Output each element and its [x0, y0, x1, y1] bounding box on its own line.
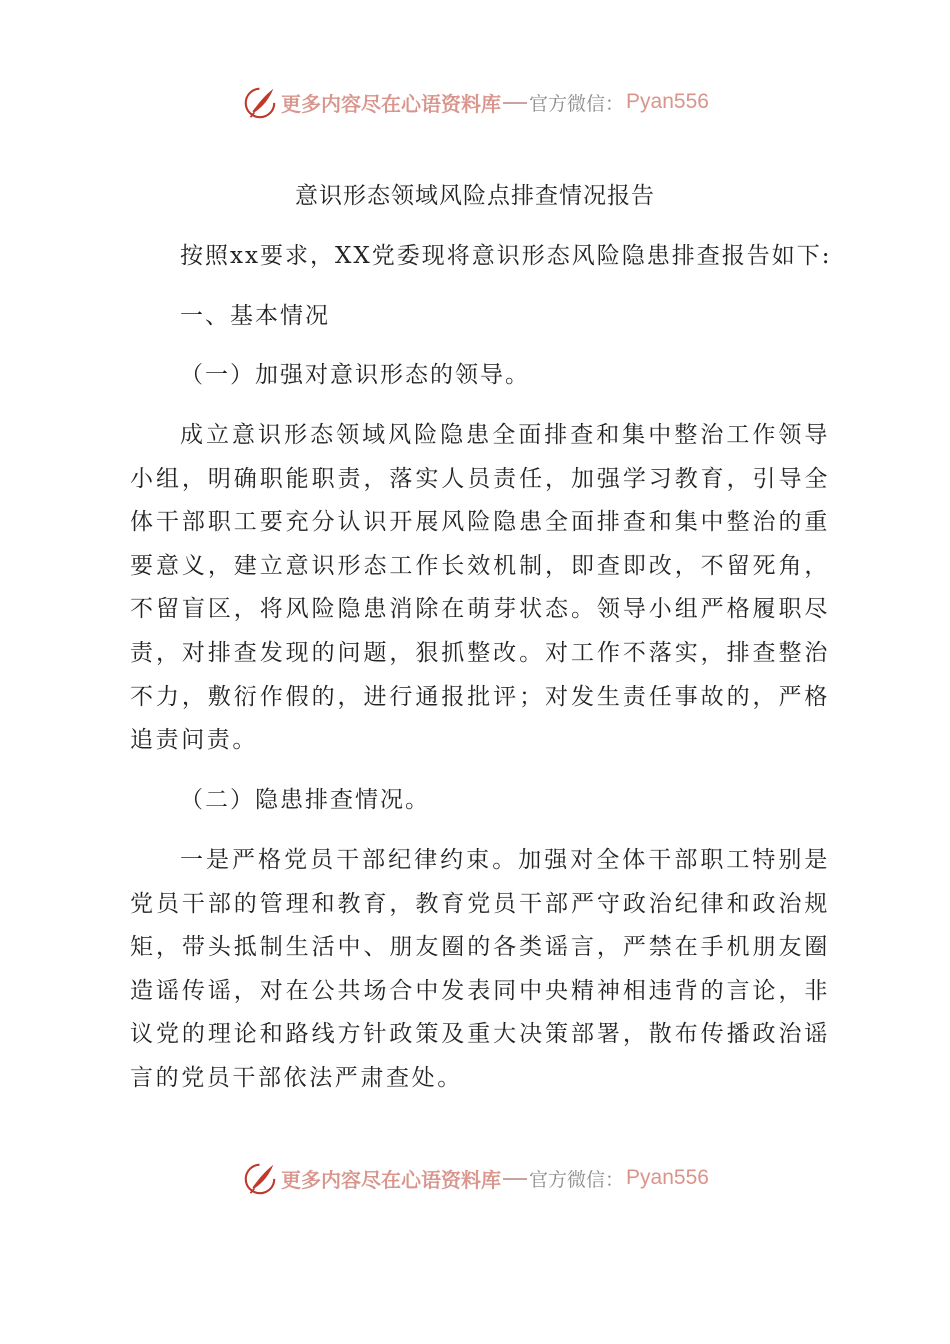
subsection-heading-leadership: （一）加强对意识形态的领导。 [180, 362, 530, 388]
quill-logo-icon [241, 1159, 279, 1197]
banner-dash [503, 102, 527, 104]
banner-wechat-label: 官方微信： [529, 1168, 625, 1191]
subsection-heading-hazard-check: （二）隐患排查情况。 [180, 787, 430, 813]
banner-wechat-handle: Pyan556 [626, 90, 709, 113]
banner-brand-text: 更多内容尽在心语资料库 [281, 1167, 502, 1192]
banner-brand-text: 更多内容尽在心语资料库 [281, 91, 502, 116]
paragraph-leadership: 成立意识形态领域风险隐患全面排查和集中整治工作领导小组，明确职能职责，落实人员责任，加强学习教育，引导全体干部职工要充分认识开展风险隐患全面排查和集中整治的重要意义，建立意识形态工作长效机制，即查即改，不留死角，不留盲区，将风险隐患消除在萌芽状态。领导小组严格履职尽责，对排查发现的问题，狠抓整改。对工作不落实，排查整治不力，敷衍作假的，进行通报批评；对发生责任事故的，严格追责问责。 [130, 422, 830, 754]
banner-wechat-label: 官方微信： [529, 92, 625, 115]
banner-wechat-handle: Pyan556 [626, 1166, 709, 1189]
banner-dash [503, 1178, 527, 1180]
section-heading-basic: 一、基本情况 [180, 303, 330, 329]
footer-watermark-banner [0, 1156, 950, 1200]
paragraph-hazard-check: 一是严格党员干部纪律约束。加强对全体干部职工特别是党员干部的管理和教育，教育党员干部严守政治纪律和政治规矩，带头抵制生活中、朋友圈的各类谣言，严禁在手机朋友圈造谣传谣，对在公共场合中发表同中央精神相违背的言论，非议党的理论和路线方针政策及重大决策部署，散布传播政治谣言的党员干部依法严肃查处。 [130, 847, 830, 1091]
document-title: 意识形态领域风险点排查情况报告 [295, 183, 655, 209]
quill-logo-icon [241, 83, 279, 121]
intro-line: 按照xx要求，XX党委现将意识形态风险隐患排查报告如下: [180, 243, 832, 269]
header-watermark-banner [0, 80, 950, 124]
